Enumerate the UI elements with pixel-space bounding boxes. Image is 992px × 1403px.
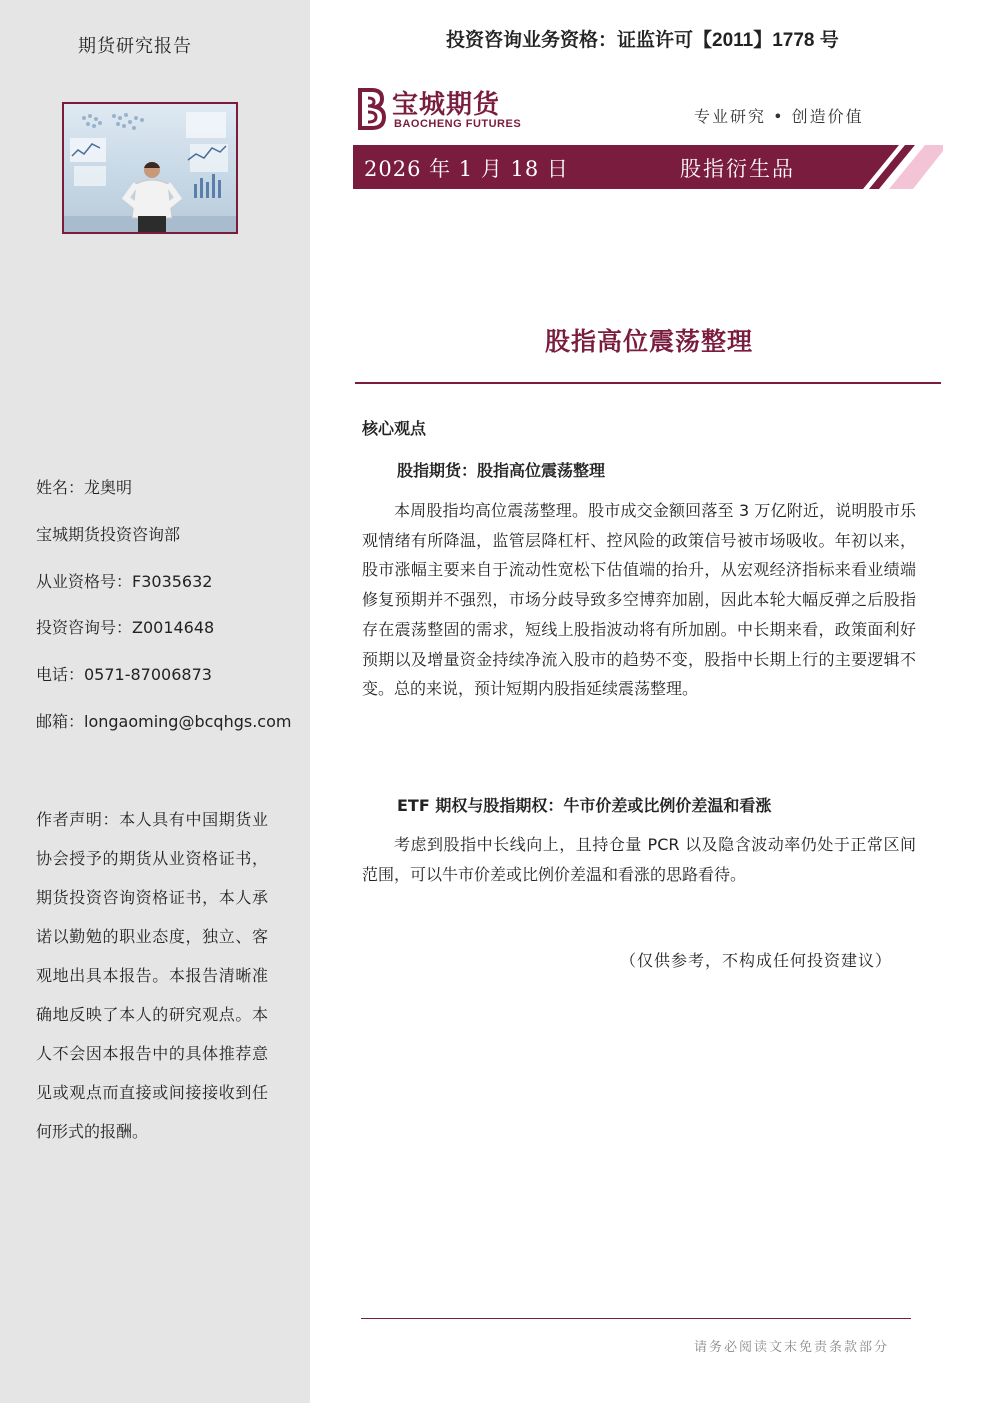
- baocheng-logo-icon: [354, 86, 386, 130]
- investment-disclaimer: （仅供参考，不构成任何投资建议）: [620, 951, 893, 970]
- section-stock-index-futures-body: 本周股指均高位震荡整理。股市成交金额回落至 3 万亿附近，说明股市乐观情绪有所降温，监管层降杠杆、控风险的政策信号被市场吸收。年初以来，股市涨幅主要来自于流动性宽松下估值端的抬升，从宏观经济指标来看业绩端修复预期并不强烈，市场分歧导致多空博弈加剧，因此本轮大幅反弹之后股指存在震荡整固的需求，短线上股指波动将有所加剧。中长期来看，政策面利好预期以及增量资金持续净流入股市的趋势不变，股指中长期上行的主要逻辑不变。总的来说，预计短期内股指延续震荡整理。: [362, 501, 916, 699]
- core-viewpoint-heading: 核心观点: [362, 419, 427, 438]
- report-date: 2026 年 1 月 18 日: [364, 157, 569, 181]
- report-title: 股指高位震荡整理: [544, 327, 753, 356]
- title-divider: [355, 382, 941, 384]
- analyst-illustration-icon: [64, 104, 236, 232]
- section-options-heading: ETF 期权与股指期权：牛市价差或比例价差温和看涨: [397, 796, 772, 815]
- qualification-number: 从业资格号：F3035632: [36, 572, 213, 591]
- department: 宝城期货投资咨询部: [36, 525, 181, 544]
- brand-name-en: BAOCHENG FUTURES: [394, 118, 522, 130]
- report-type-label: 期货研究报告: [78, 36, 192, 57]
- cover-photo: [62, 102, 238, 234]
- consulting-number: 投资咨询号：Z0014648: [36, 618, 215, 637]
- section-options-body: 考虑到股指中长线向上，且持仓量 PCR 以及隐含波动率仍处于正常区间范围，可以牛市价差或比例价差温和看涨的思路看待。: [362, 835, 916, 884]
- author-name: 姓名：龙奥明: [36, 478, 133, 497]
- phone: 电话：0571-87006873: [36, 665, 212, 684]
- footer-note: 请务必阅读文末免责条款部分: [694, 1340, 890, 1355]
- email: 邮箱：longaoming@bcqhgs.com: [36, 712, 292, 731]
- author-declaration: 作者声明：本人具有中国期货业协会授予的期货从业资格证书，期货投资咨询资格证书，本人承诺以勤勉的职业态度，独立、客观地出具本报告。本报告清晰准确地反映了本人的研究观点。本人不会因本报告中的具体推荐意见或观点而直接或间接接收到任何形式的报酬。: [36, 810, 268, 1141]
- sidebar: [0, 0, 310, 1403]
- license-line: 投资咨询业务资格：证监许可【2011】1778 号: [446, 30, 839, 51]
- footer-divider: [361, 1318, 911, 1319]
- brand-name: 宝城期货: [392, 90, 501, 120]
- section-stock-index-futures-heading: 股指期货：股指高位震荡整理: [397, 461, 606, 480]
- slogan: 专业研究 • 创造价值: [694, 107, 864, 126]
- report-category: 股指衍生品: [680, 157, 795, 181]
